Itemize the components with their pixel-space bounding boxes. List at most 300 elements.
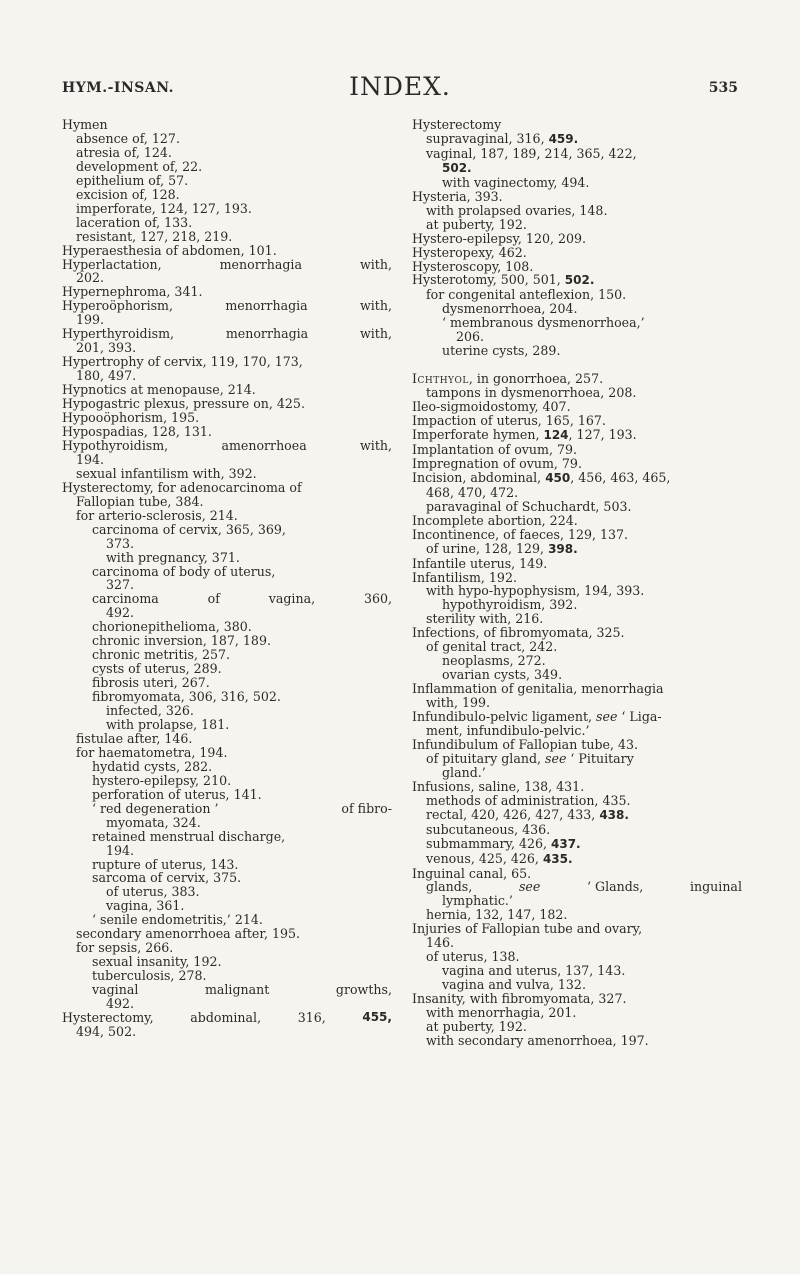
entry-text: Impaction of uterus, 165, 167. <box>412 413 606 429</box>
entry-text: 455, <box>362 1010 392 1024</box>
index-entry <box>62 397 392 411</box>
entry-text: Incontinence, of faeces, 129, 137. <box>412 526 629 542</box>
entry-text: 199. <box>76 312 105 328</box>
index-entry <box>412 710 742 724</box>
index-subentry <box>62 927 392 941</box>
entry-text: Hypooöphorism, 195. <box>62 410 200 426</box>
entry-text: retained menstrual discharge, <box>92 828 286 844</box>
entry-text: with hypo-hypophysism, 194, 393. <box>426 583 645 599</box>
page-number: 535 <box>708 80 738 96</box>
index-entry <box>62 244 392 258</box>
index-subentry <box>412 161 742 176</box>
entry-text: neoplasms, 272. <box>442 653 546 669</box>
index-subentry <box>412 612 742 626</box>
index-subentry <box>62 271 392 285</box>
entry-text: for sepsis, 266. <box>76 940 174 956</box>
entry-text: Hysteropexy, 462. <box>412 244 527 260</box>
entry-text: imperforate, 124, 127, 193. <box>76 200 252 216</box>
index-entry <box>412 780 742 794</box>
entry-text <box>412 357 416 372</box>
entry-text: ‘ Pituitary <box>566 750 634 766</box>
entry-text: menorrhagia <box>225 326 309 342</box>
index-subentry <box>412 668 742 682</box>
index-subentry <box>412 936 742 950</box>
page-title: INDEX. <box>349 72 451 101</box>
entry-text: of uterus, 138. <box>426 949 520 965</box>
entry-text: 450 <box>545 470 571 485</box>
entry-text: Hysteroscopy, 108. <box>412 258 534 274</box>
index-subentry <box>412 288 742 302</box>
entry-text: with vaginectomy, 494. <box>442 174 590 190</box>
index-subentry <box>62 592 392 606</box>
index-subentry <box>62 453 392 467</box>
entry-text: with, 199. <box>426 695 491 711</box>
index-entry <box>412 443 742 457</box>
entry-text: Hyperoöphorism, <box>62 298 174 314</box>
index-subentry <box>62 132 392 146</box>
entry-text: 201, 393. <box>76 340 137 356</box>
index-subentry <box>412 344 742 358</box>
entry-text: infected, 326. <box>106 703 194 719</box>
entry-text: see <box>518 879 541 895</box>
index-subentry <box>62 495 392 509</box>
entry-text: for haematometra, 194. <box>76 744 228 760</box>
index-subentry <box>412 486 742 500</box>
index-entry <box>62 355 392 369</box>
index-subentry <box>62 578 392 592</box>
index-column-right <box>412 118 742 1048</box>
entry-text: vagina and uterus, 137, 143. <box>442 963 626 979</box>
index-subentry <box>412 176 742 190</box>
index-subentry <box>62 509 392 523</box>
entry-text: 492. <box>106 996 135 1012</box>
index-subentry <box>62 885 392 899</box>
entry-text: fibrosis uteri, 267. <box>92 675 210 691</box>
entry-text: Hysterectomy <box>412 117 502 132</box>
entry-text: menorrhagia <box>225 298 308 314</box>
index-subentry <box>62 523 392 537</box>
index-subentry <box>62 369 392 383</box>
entry-text: of pituitary gland, <box>426 750 546 766</box>
index-subentry <box>62 676 392 690</box>
index-entry <box>412 457 742 471</box>
entry-text: vaginal, 187, 189, 214, 365, 422, <box>426 145 637 161</box>
entry-text: chronic metritis, 257. <box>92 647 231 663</box>
index-entry <box>412 358 742 372</box>
index-subentry <box>412 1034 742 1048</box>
index-subentry <box>412 132 742 147</box>
entry-text: 327. <box>106 577 135 593</box>
index-entry <box>412 232 742 246</box>
entry-text: supravaginal, 316, <box>426 130 549 146</box>
index-entry <box>412 922 742 936</box>
index-subentry <box>412 964 742 978</box>
entry-text: 180, 497. <box>76 368 137 384</box>
index-subentry <box>412 752 742 766</box>
index-subentry <box>62 174 392 188</box>
index-subentry <box>62 941 392 955</box>
index-subentry <box>62 662 392 676</box>
index-entry <box>62 1011 392 1025</box>
entry-text: atresia of, 124. <box>76 144 172 160</box>
entry-text: ‘ red degeneration ’ <box>92 800 219 816</box>
entry-text: carcinoma of cervix, 365, 369, <box>92 521 286 537</box>
index-entry <box>62 411 392 425</box>
entry-text: Infusions, saline, 138, 431. <box>412 778 585 794</box>
entry-text: Hyperlactation, <box>62 256 162 272</box>
entry-text: vagina and vulva, 132. <box>442 977 586 993</box>
entry-text: uterine cysts, 289. <box>442 343 561 359</box>
index-subentry <box>412 218 742 232</box>
index-entry <box>62 425 392 439</box>
index-subentry <box>62 774 392 788</box>
index-subentry <box>412 204 742 218</box>
entry-text: epithelium of, 57. <box>76 172 189 188</box>
entry-text: carcinoma <box>92 591 159 607</box>
entry-text: chronic inversion, 187, 189. <box>92 633 271 649</box>
index-subentry <box>412 330 742 344</box>
entry-text: ‘ senile endometritis,’ 214. <box>92 912 263 928</box>
entry-text: Implantation of ovum, 79. <box>412 441 578 457</box>
entry-text: vagina, 361. <box>106 898 185 914</box>
index-subentry <box>62 899 392 913</box>
index-subentry <box>62 704 392 718</box>
index-subentry <box>412 386 742 400</box>
index-entry <box>412 118 742 132</box>
entry-text: growths, <box>335 982 392 998</box>
index-subentry <box>62 467 392 481</box>
index-entry <box>412 682 742 696</box>
entry-text: of uterus, 383. <box>106 884 200 900</box>
index-subentry <box>62 955 392 969</box>
index-subentry <box>412 766 742 780</box>
entry-text: with, <box>360 437 392 453</box>
index-subentry <box>412 598 742 612</box>
index-subentry <box>412 852 742 867</box>
entry-text: perforation of uterus, 141. <box>92 786 262 802</box>
entry-text: rupture of uterus, 143. <box>92 856 239 872</box>
index-entry <box>412 400 742 414</box>
index-entry <box>412 273 742 288</box>
index-subentry <box>62 690 392 704</box>
entry-text: dysmenorrhoea, 204. <box>442 301 578 317</box>
entry-text: of fibro- <box>341 800 392 816</box>
entry-text: excision of, 128. <box>76 186 180 202</box>
index-entry <box>412 557 742 571</box>
index-subentry <box>412 316 742 330</box>
index-subentry <box>62 718 392 732</box>
index-subentry <box>412 1020 742 1034</box>
entry-text: fibromyomata, 306, 316, 502. <box>92 689 281 705</box>
entry-text: Ileo-sigmoidostomy, 407. <box>412 399 571 415</box>
index-subentry <box>412 654 742 668</box>
index-subentry <box>62 969 392 983</box>
index-entry <box>412 471 742 486</box>
index-subentry <box>412 640 742 654</box>
entry-text: methods of administration, 435. <box>426 792 631 808</box>
index-subentry <box>412 1006 742 1020</box>
index-entry <box>62 439 392 453</box>
entry-text: lymphatic.’ <box>442 893 513 909</box>
entry-text: gland.’ <box>442 764 486 780</box>
entry-text: of <box>207 591 220 607</box>
index-subentry <box>62 871 392 885</box>
entry-text: ‘ Glands, <box>587 879 644 895</box>
index-subentry <box>62 313 392 327</box>
entry-text: Hysterectomy, <box>62 1010 154 1025</box>
entry-text: 492. <box>106 605 135 621</box>
entry-text: Hyperthyroidism, <box>62 326 175 342</box>
index-subentry <box>62 216 392 230</box>
entry-text: Hysterectomy, for adenocarcinoma of <box>62 479 302 495</box>
entry-text: absence of, 127. <box>76 130 180 146</box>
index-subentry <box>412 696 742 710</box>
entry-text: Inflammation of genitalia, menorrhagia <box>412 681 664 697</box>
entry-text: Incomplete abortion, 224. <box>412 512 578 528</box>
index-subentry <box>62 537 392 551</box>
entry-text: ment, infundibulo-pelvic.’ <box>426 722 590 738</box>
entry-text: sarcoma of cervix, 375. <box>92 870 242 886</box>
index-subentry <box>62 230 392 244</box>
entry-text: Infundibulo-pelvic ligament, <box>412 709 597 725</box>
entry-text: Injuries of Fallopian tube and ovary, <box>412 921 643 937</box>
entry-text: Hypogastric plexus, pressure on, 425. <box>62 396 305 412</box>
index-entry <box>412 528 742 542</box>
index-subentry <box>62 732 392 746</box>
entry-text: see <box>545 750 567 766</box>
index-entry <box>412 372 742 386</box>
index-subentry <box>62 844 392 858</box>
entry-text: myomata, 324. <box>106 814 201 830</box>
entry-text: glands, <box>426 879 473 895</box>
page-header <box>0 0 800 120</box>
index-subentry <box>62 606 392 620</box>
index-subentry <box>62 760 392 774</box>
entry-text: 316, <box>297 1010 326 1025</box>
entry-text: 438. <box>599 807 629 822</box>
index-subentry <box>412 147 742 161</box>
index-subentry <box>62 1025 392 1039</box>
entry-text: development of, 22. <box>76 158 203 174</box>
entry-text: tampons in dysmenorrhoea, 208. <box>426 385 637 401</box>
entry-text: see <box>596 709 618 725</box>
entry-text: 373. <box>106 535 135 551</box>
index-subentry <box>412 908 742 922</box>
entry-text: Hystero-epilepsy, 120, 209. <box>412 230 587 246</box>
index-subentry <box>412 880 742 894</box>
entry-text: Inguinal canal, 65. <box>412 865 532 881</box>
entry-text: Hypothyroidism, <box>62 437 169 453</box>
entry-text: 206. <box>456 329 485 345</box>
entry-text: submammary, 426, <box>426 835 551 851</box>
entry-text: 459. <box>548 131 579 146</box>
index-entry <box>62 327 392 341</box>
entry-text: Infundibulum of Fallopian tube, 43. <box>412 736 639 752</box>
index-entry <box>412 867 742 881</box>
entry-text: fistulae after, 146. <box>76 730 193 746</box>
entry-text: Infections, of fibromyomata, 325. <box>412 625 625 641</box>
index-subentry <box>62 746 392 760</box>
index-subentry <box>62 551 392 565</box>
entry-text: cysts of uterus, 289. <box>92 661 222 677</box>
index-subentry <box>62 830 392 844</box>
entry-text: venous, 425, 426, <box>426 850 543 866</box>
index-entry <box>62 481 392 495</box>
entry-text: hypothyroidism, 392. <box>442 597 578 613</box>
entry-text: with prolapsed ovaries, 148. <box>426 202 608 218</box>
index-entry <box>62 118 392 132</box>
index-entry <box>62 383 392 397</box>
index-subentry <box>412 542 742 557</box>
index-subentry <box>412 978 742 992</box>
entry-text: Hymen <box>62 117 108 132</box>
index-subentry <box>412 823 742 837</box>
index-subentry <box>412 500 742 514</box>
entry-text: malignant <box>204 982 270 998</box>
index-subentry <box>62 634 392 648</box>
entry-text: at puberty, 192. <box>426 1019 527 1034</box>
entry-text: amenorrhoea <box>221 437 307 453</box>
index-subentry <box>62 620 392 634</box>
entry-text: 194. <box>76 451 105 467</box>
index-entry <box>62 285 392 299</box>
entry-text: tuberculosis, 278. <box>92 968 207 984</box>
entry-text: sexual infantilism with, 392. <box>76 465 257 481</box>
index-subentry <box>62 816 392 830</box>
index-subentry <box>62 788 392 802</box>
entry-text: resistant, 127, 218, 219. <box>76 228 233 244</box>
entry-text: rectal, 420, 426, 427, 433, <box>426 806 600 822</box>
entry-text: 502. <box>442 160 472 175</box>
entry-text: 194. <box>106 842 135 858</box>
index-subentry <box>62 802 392 816</box>
entry-text: Impregnation of ovum, 79. <box>412 455 582 471</box>
index-column-left <box>62 118 392 1039</box>
index-subentry <box>62 146 392 160</box>
entry-text: Hypertrophy of cervix, 119, 170, 173, <box>62 354 303 370</box>
index-subentry <box>62 565 392 579</box>
index-entry <box>412 626 742 640</box>
entry-text: with, <box>360 298 392 314</box>
entry-text: paravaginal of Schuchardt, 503. <box>426 498 632 514</box>
entry-text: Hypospadias, 128, 131. <box>62 423 212 439</box>
entry-text: , in gonorrhoea, 257. <box>468 371 604 387</box>
index-entry <box>62 258 392 272</box>
index-subentry <box>62 858 392 872</box>
entry-text: of urine, 128, 129, <box>426 540 549 556</box>
entry-text: inguinal <box>689 879 742 895</box>
entry-text: hernia, 132, 147, 182. <box>426 907 568 923</box>
entry-text: ‘ Liga- <box>617 709 662 725</box>
entry-text: with menorrhagia, 201. <box>426 1005 577 1021</box>
index-entry <box>62 299 392 313</box>
entry-text: menorrhagia <box>219 256 302 272</box>
index-subentry <box>412 894 742 908</box>
index-entry <box>412 260 742 274</box>
entry-text: carcinoma of body of uterus, <box>92 563 276 579</box>
index-subentry <box>62 160 392 174</box>
index-entry <box>412 514 742 528</box>
entry-text: sterility with, 216. <box>426 611 544 627</box>
entry-text: 502. <box>564 273 595 288</box>
entry-text: with, <box>360 256 392 272</box>
entry-text: Infantilism, 192. <box>412 569 517 585</box>
entry-text: with, <box>360 326 392 342</box>
entry-text: hydatid cysts, 282. <box>92 758 213 774</box>
index-subentry <box>412 837 742 852</box>
index-subentry <box>62 648 392 662</box>
entry-text: abdominal, <box>190 1010 262 1025</box>
entry-text: Imperforate hymen, <box>412 426 544 442</box>
entry-text: 124 <box>543 427 569 442</box>
entry-text: 494, 502. <box>76 1023 137 1039</box>
index-entry <box>412 414 742 428</box>
index-subentry <box>62 997 392 1011</box>
entry-text: 437. <box>551 836 581 851</box>
entry-text: Insanity, with fibromyomata, 327. <box>412 991 627 1007</box>
entry-text: for congenital anteflexion, 150. <box>426 287 627 303</box>
entry-text: 360, <box>363 591 392 607</box>
entry-text: laceration of, 133. <box>76 214 193 230</box>
entry-text: 468, 470, 472. <box>426 484 519 500</box>
entry-text: 146. <box>426 935 455 951</box>
index-subentry <box>412 302 742 316</box>
index-entry <box>412 992 742 1006</box>
index-subentry <box>412 724 742 738</box>
entry-text: vagina, <box>268 591 316 607</box>
entry-text: with pregnancy, 371. <box>106 549 240 565</box>
entry-text: Infantile uterus, 149. <box>412 555 548 571</box>
entry-text: Hypnotics at menopause, 214. <box>62 382 256 398</box>
entry-text: , 127, 193. <box>568 426 637 442</box>
index-subentry <box>412 794 742 808</box>
entry-text: Incision, abdominal, <box>412 469 546 485</box>
index-subentry <box>62 202 392 216</box>
index-subentry <box>412 950 742 964</box>
index-entry <box>412 738 742 752</box>
entry-text: Hyperaesthesia of abdomen, 101. <box>62 242 277 258</box>
entry-text: Hysterotomy, 500, 501, <box>412 272 565 288</box>
index-subentry <box>412 808 742 823</box>
entry-text: hystero-epilepsy, 210. <box>92 772 232 788</box>
index-subentry <box>62 188 392 202</box>
entry-text: chorionepithelioma, 380. <box>92 619 252 635</box>
entry-text: sexual insanity, 192. <box>92 954 222 970</box>
entry-text: ovarian cysts, 349. <box>442 667 563 683</box>
entry-text: secondary amenorrhoea after, 195. <box>76 926 301 942</box>
running-head-range: HYM.-INSAN. <box>62 80 174 96</box>
entry-text: of genital tract, 242. <box>426 639 558 655</box>
entry-text: Hypernephroma, 341. <box>62 284 203 300</box>
index-entry <box>412 571 742 585</box>
index-subentry <box>62 341 392 355</box>
index-entry <box>412 428 742 443</box>
entry-text: Ichthyol <box>412 371 469 387</box>
entry-text: with prolapse, 181. <box>106 716 230 732</box>
index-subentry <box>62 983 392 997</box>
index-entry <box>412 246 742 260</box>
entry-text: at puberty, 192. <box>426 216 527 232</box>
entry-text: vaginal <box>92 982 139 998</box>
entry-text: , 456, 463, 465, <box>570 469 671 485</box>
entry-text: 435. <box>542 851 573 866</box>
index-entry <box>412 190 742 204</box>
index-subentry <box>62 913 392 927</box>
index-subentry <box>412 584 742 598</box>
entry-text: ‘ membranous dysmenorrhoea,’ <box>442 315 645 331</box>
entry-text: for arterio-sclerosis, 214. <box>76 507 238 523</box>
entry-text: Hysteria, 393. <box>412 188 503 204</box>
